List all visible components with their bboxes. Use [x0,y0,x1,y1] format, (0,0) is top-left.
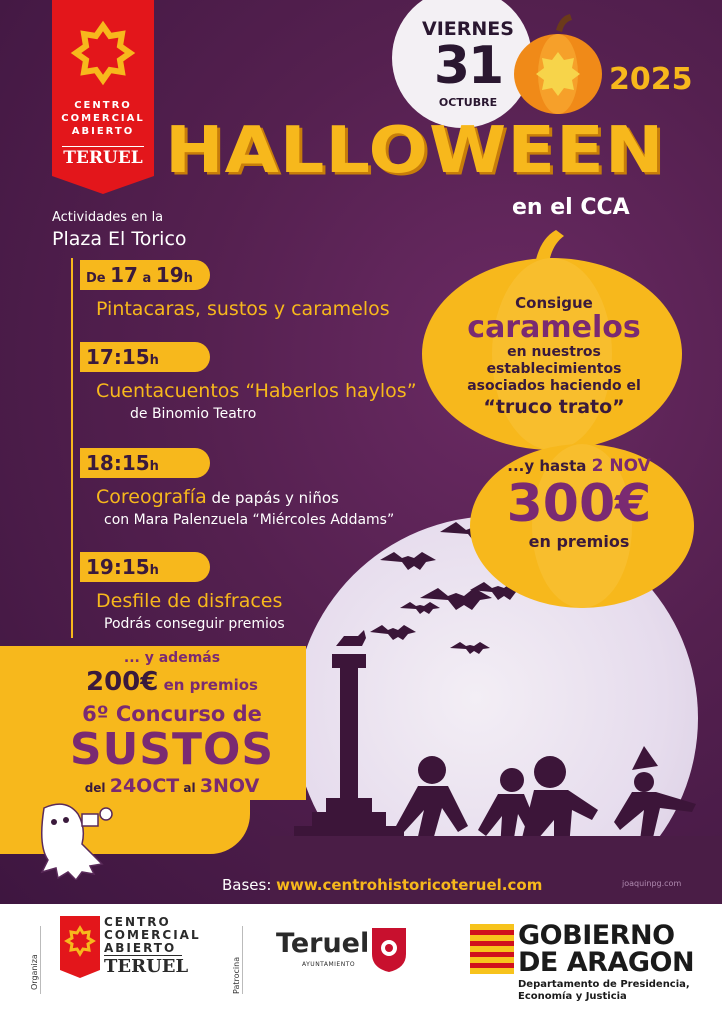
venue-intro: Actividades en la [52,210,164,225]
activity-subtitle: con Mara Palenzuela “Miércoles Addams” [104,512,395,528]
organiza-label: Organiza [30,954,39,990]
date-day: 31 [433,36,503,96]
year: 2025 [609,62,693,97]
logo-text: CENTRO COMERCIAL ABIERTO [61,100,145,137]
timeline [71,258,73,638]
activity-time: 19:15h [80,552,210,582]
activity-time: 18:15h [80,448,210,478]
activity-title: Cuentacuentos “Haberlos haylos” [96,380,417,402]
page-title: HALLOWEEN [165,112,665,188]
aragon-flag-icon [470,924,514,974]
bases-line: Bases: www.centrohistoricoteruel.com [222,876,543,894]
promo-prize: ...y hasta 2 NOV 300€ en premios [506,456,652,551]
footer-logo-text: CENTRO COMERCIAL ABIERTO [104,915,201,955]
bonus-section: ... y además 200€ en premios 6º Concurso de SUSTOS del 24OCT al 3NOV [69,650,275,797]
gobierno-dept: Departamento de Presidencia, Economía y Justicia [518,979,690,1002]
gobierno-name: GOBIERNO DE ARAGON [518,920,695,978]
venue-name: Plaza El Torico [52,228,187,250]
ayuntamiento-sub: AYUNTAMIENTO [302,961,356,968]
activity-subtitle: Podrás conseguir premios [104,616,285,632]
activity-title: Pintacaras, sustos y caramelos [96,298,390,320]
pumpkin-icon [510,12,606,116]
bases-link[interactable]: www.centrohistoricoteruel.com [276,876,543,894]
activity-time: 17:15h [80,342,210,372]
promo-pumpkins [414,226,704,616]
logo-city: TERUEL [63,148,143,168]
promo-candy: Consigue caramelos en nuestros establecimientos asociados haciendo el “truco trato” [467,294,641,418]
ghost-icon [22,800,122,880]
torico-column-icon [294,630,404,836]
activity-title: Desfile de disfraces [96,590,283,612]
divider [242,926,243,994]
date-month: OCTUBRE [438,96,498,109]
ayuntamiento-shield-icon [370,926,408,974]
footer-logo-city: TERUEL [104,956,189,977]
divider [40,926,41,994]
date-day-name: VIERNES [422,18,514,40]
activity-time: De 17 a 19h [80,260,210,290]
patrocina-label: Patrocina [232,956,241,994]
ayuntamiento-name: Teruel [276,928,370,959]
credit: joaquinpg.com [622,879,682,888]
footer-logo-ribbon [60,916,100,978]
activity-subtitle: de Binomio Teatro [130,406,257,422]
activity-title: Coreografía de papás y niños [96,486,339,508]
subtitle: en el CCA [512,195,630,220]
